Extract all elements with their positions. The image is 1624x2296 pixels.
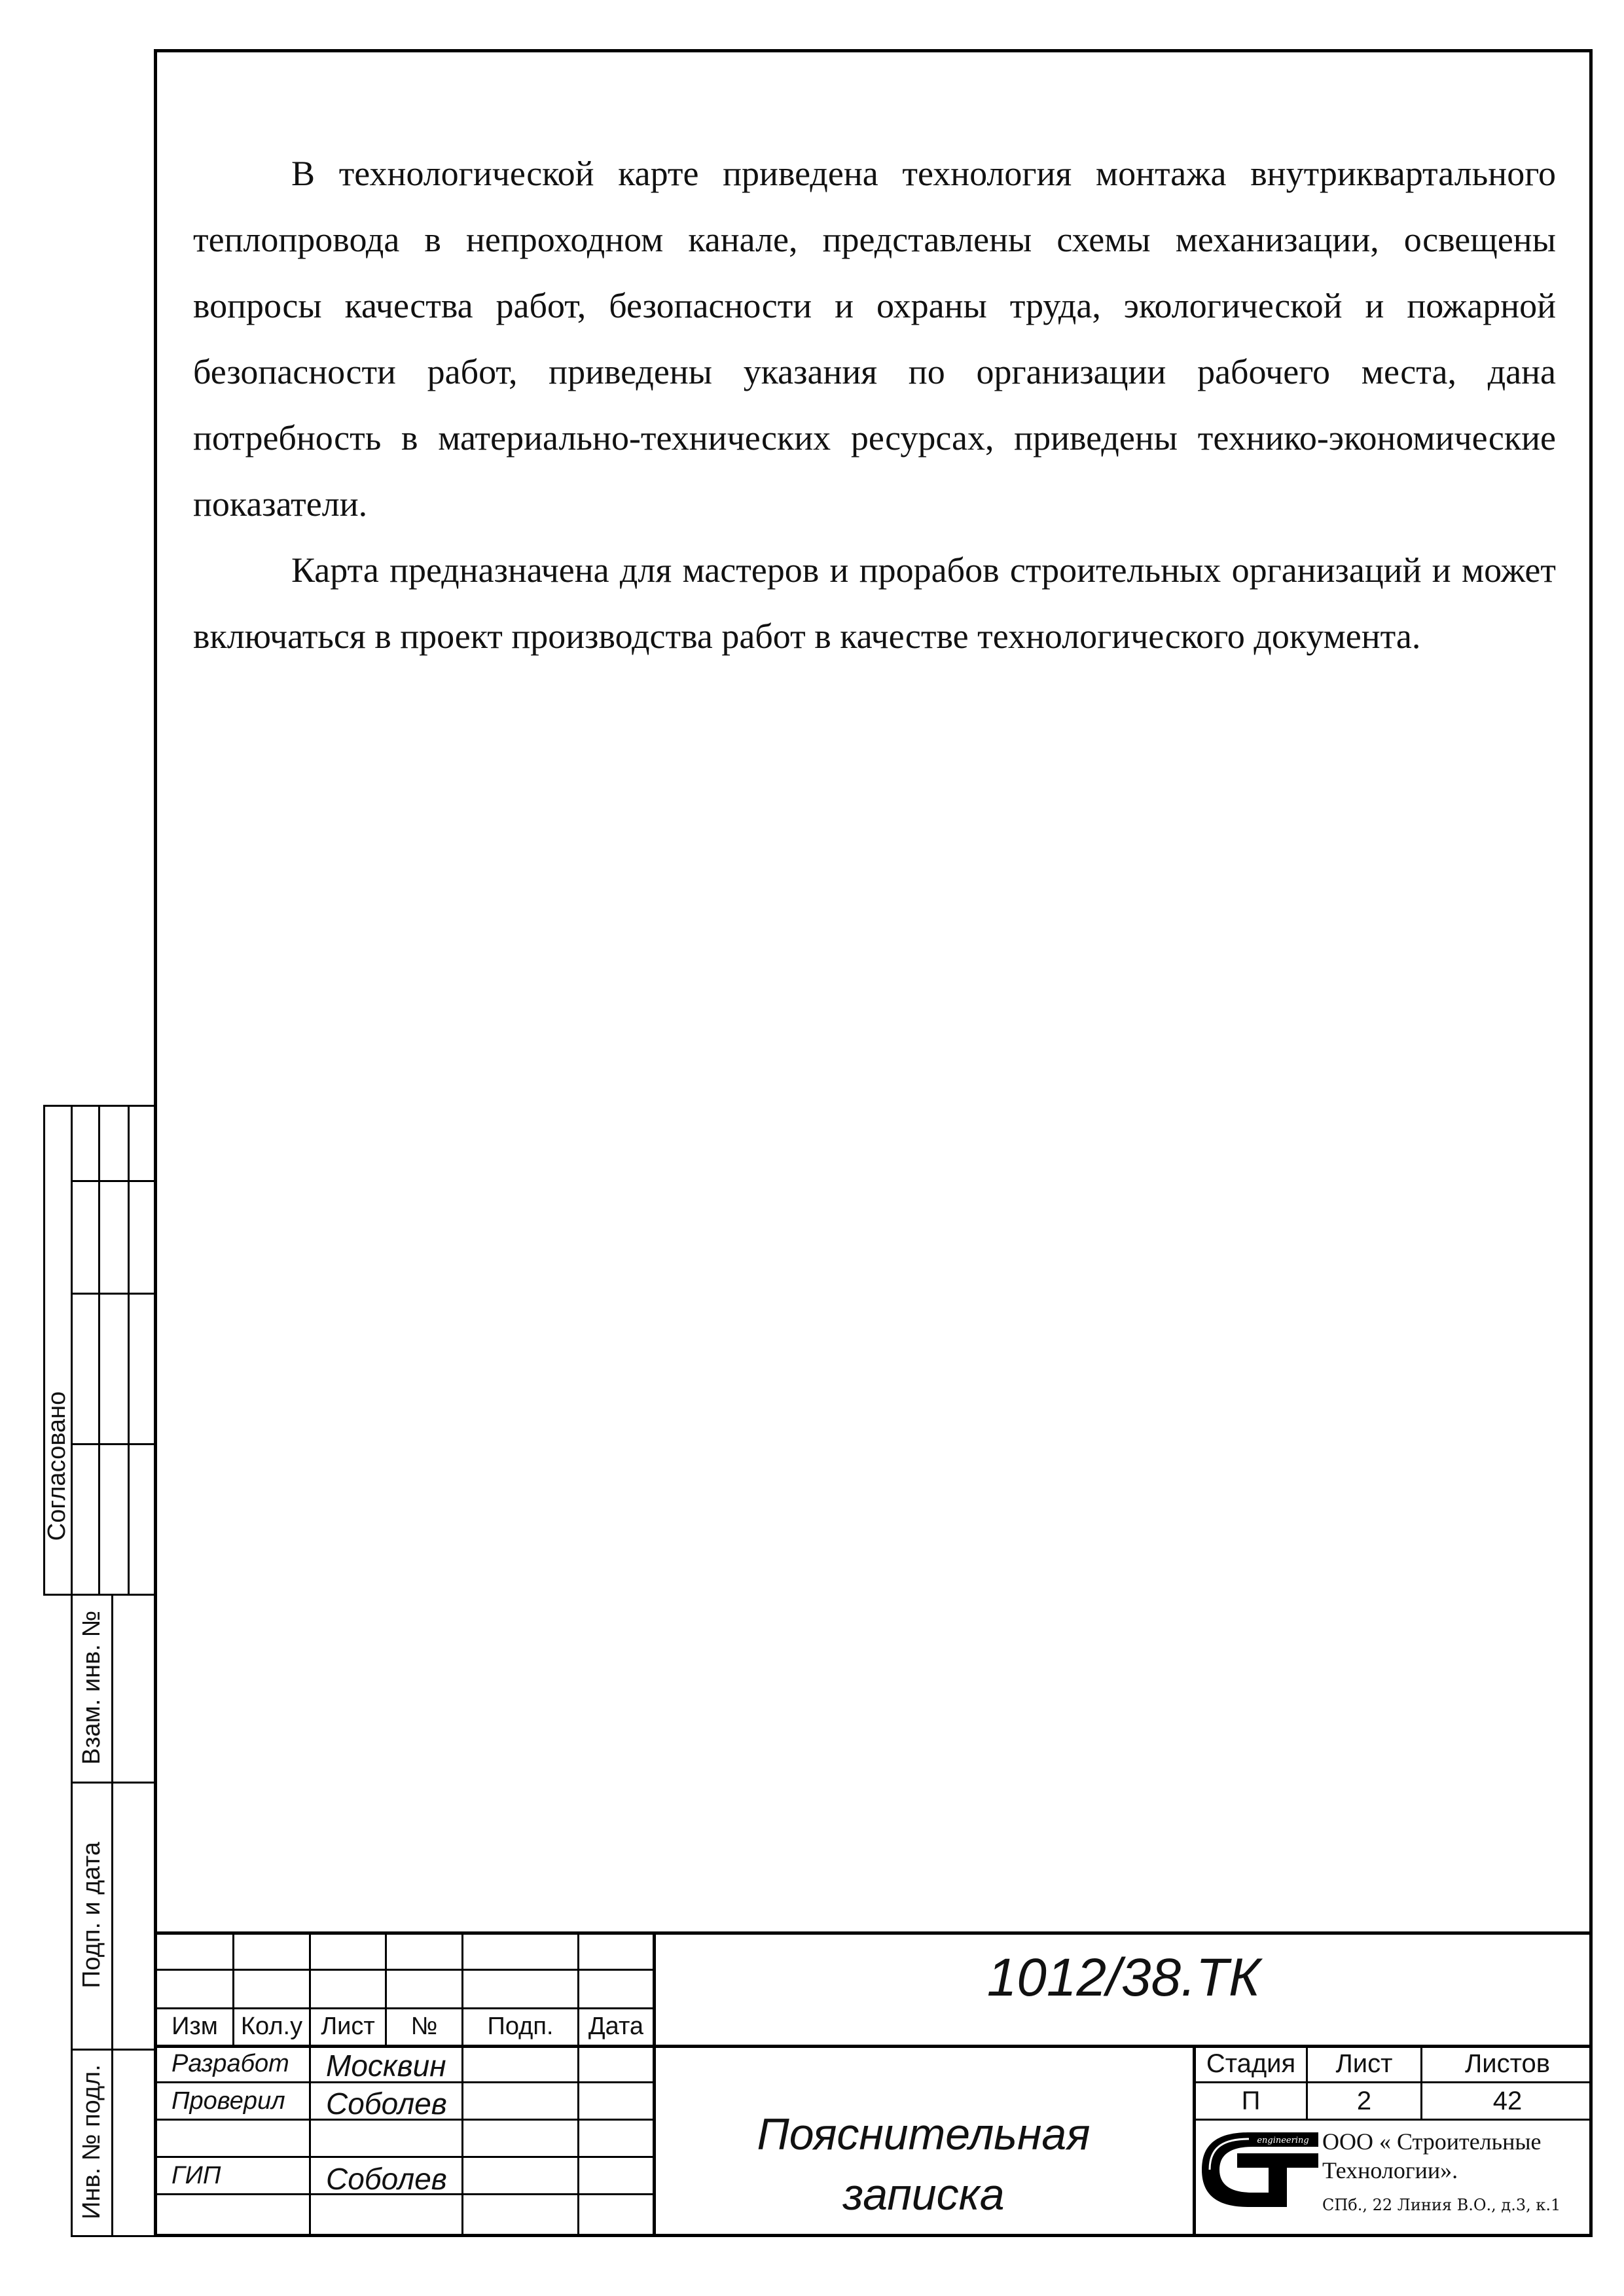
sheet-header: Лист [1335, 2049, 1393, 2078]
podp-data-label: Подп. и дата [77, 1842, 105, 1988]
document-title [655, 2104, 1193, 2229]
name-proveril: Соболев [326, 2087, 447, 2121]
name-gip: Соболев [326, 2162, 447, 2196]
inv-podl-label: Инв. № подл. [77, 2064, 105, 2219]
sheet-value: 2 [1356, 2086, 1372, 2115]
stage-value: П [1241, 2086, 1261, 2115]
header-list: Лист [321, 2013, 375, 2040]
header-izm: Изм [171, 2013, 218, 2040]
sheets-value: 42 [1492, 2086, 1523, 2115]
name-razrabot: Москвин [326, 2049, 446, 2083]
paragraph-1: В технологической карте приведена технология монтажа внутриквартального теплопровода в непроходном канале, представлены схемы механизации, освещены вопросы качества работ, безопасности и охраны труда, экологической и пожарной безопасности работ, приведены указания по организации рабочего места, дана потребность в материально-технических ресурсах, приведены технико-экономические показатели. [193, 154, 1556, 524]
header-podp: Подп. [487, 2013, 554, 2040]
paragraph-2: Карта предназначена для мастеров и прорабов строительных организаций и может включаться в проект производства работ в качестве технологического документа. [193, 550, 1556, 656]
sheets-header: Листов [1465, 2049, 1550, 2078]
agreed-label: Согласовано [43, 1391, 71, 1541]
stage-header: Стадия [1206, 2049, 1296, 2078]
org-line-1: ООО « Строительные [1322, 2128, 1542, 2155]
organization-address: СПб., 22 Линия В.О., д.3, к.1 [1322, 2196, 1561, 2214]
document-title-line2: записка [842, 2170, 1005, 2219]
body-text [193, 141, 1556, 670]
vzam-inv-label: Взам. инв. № [77, 1610, 105, 1765]
header-kol: Кол.у [240, 2013, 303, 2040]
company-logo [1197, 2127, 1321, 2212]
role-razrabot: Разработ [171, 2050, 289, 2077]
role-gip: ГИП [171, 2161, 221, 2189]
header-num: № [410, 2013, 438, 2040]
document-title-line1: Пояснительная [757, 2109, 1091, 2159]
logo-tag: engineering [1257, 2136, 1309, 2145]
org-line-2: Технологии». [1322, 2157, 1458, 2183]
role-proveril: Проверил [171, 2087, 285, 2115]
header-data: Дата [588, 2013, 644, 2040]
organization-name [1322, 2127, 1591, 2185]
document-code: 1012/38.ТК [986, 1948, 1261, 2007]
